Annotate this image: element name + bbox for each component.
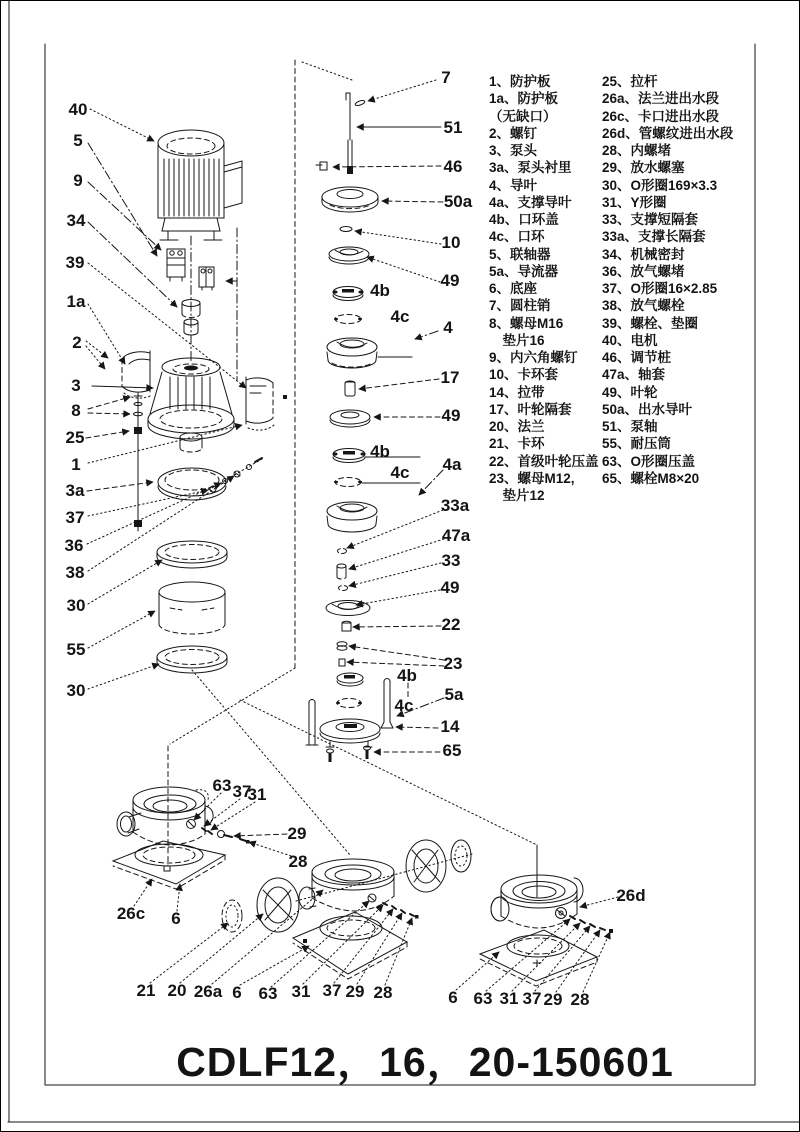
parts-list-item: 33、支撑短隔套 [602,212,699,227]
callout-28: 28 [570,990,590,1009]
pump-shaft [316,93,365,174]
callout-37: 37 [65,508,85,527]
callout-39: 39 [65,253,85,272]
callout-63: 63 [473,989,493,1008]
callout-49: 49 [440,271,460,290]
parts-list-item: 4a、支撑导叶 [489,194,572,210]
parts-list-item: 20、法兰 [489,419,545,434]
shield-plate-left [122,351,150,398]
inlet-outlet-section-26d [456,845,618,992]
parts-list-item: 1、防护板 [489,74,551,89]
parts-list-item: 1a、防护板 [489,91,559,107]
inlet-outlet-section-26c [113,746,291,911]
callout-29: 29 [287,824,307,843]
callout-6: 6 [232,983,242,1002]
callout-4b: 4b [370,442,390,461]
parts-list-item: 5、联轴器 [489,246,551,262]
tie-rod [134,393,143,531]
callout-37: 37 [522,989,542,1008]
pump-head-liner [158,458,262,500]
callout-6: 6 [448,988,458,1007]
parts-list-item: 10、卡环套 [489,367,559,383]
callout-20: 20 [167,981,187,1000]
inlet-outlet-section-26a [150,840,472,987]
parts-list-item: 33a、支撑长隔套 [602,229,706,245]
callout-17: 17 [440,368,460,387]
parts-list-item: 3a、泵头衬里 [489,160,572,176]
callout-40: 40 [68,100,88,119]
parts-list-item: 39、螺栓、垫圈 [602,315,699,331]
callout-28: 28 [288,852,308,871]
parts-list-item: 垫片12 [489,488,545,503]
callout-5: 5 [73,131,83,150]
callout-4b: 4b [397,666,417,685]
parts-list-item: 49、叶轮 [602,384,658,400]
o-ring-top [157,541,227,568]
parts-list-item: 8、螺母M16 [489,315,564,331]
callout-31: 31 [247,785,267,804]
callout-51: 51 [443,118,463,137]
callout-22: 22 [441,615,461,634]
callout-2: 2 [72,333,82,352]
callout-8: 8 [71,401,81,420]
parts-list-item: 4b、口环盖 [489,212,559,227]
parts-list-item: 29、放水螺塞 [602,160,685,176]
parts-list-item: 36、放气螺堵 [602,263,685,279]
callout-49: 49 [441,406,461,425]
callout-36: 36 [64,536,84,555]
callout-47a: 47a [441,526,471,545]
callout-29: 29 [543,990,563,1009]
parts-list-item: 21、卡环 [489,436,545,452]
parts-list-item: 50a、出水导叶 [602,401,693,417]
parts-list-item: 5a、导流器 [489,263,559,279]
parts-list-item: 40、电机 [602,332,658,348]
callout-34: 34 [66,211,86,230]
parts-list-item: 7、圆柱销 [489,298,551,314]
callout-30: 30 [66,596,86,615]
callout-4c: 4c [394,696,414,715]
parts-list-item: 17、叶轮隔套 [489,401,572,417]
callout-33: 33 [441,551,461,570]
callout-37: 37 [322,981,342,1000]
callout-26c: 26c [116,904,146,923]
callout-31: 31 [499,989,519,1008]
parts-list-item: 4、导叶 [489,177,538,193]
o-ring-bottom [157,646,227,673]
callout-28: 28 [373,983,393,1002]
parts-list-item: 2、螺钉 [489,125,538,141]
callout-55: 55 [66,640,86,659]
callout-29: 29 [345,982,365,1001]
parts-list-item: （无缺口） [489,108,557,124]
callout-6: 6 [171,909,181,928]
callout-23: 23 [443,654,463,673]
parts-list-item: 63、O形圈压盖 [602,453,696,469]
parts-list-item: 14、拉带 [489,384,545,400]
parts-list-item: 6、底座 [489,281,538,296]
parts-list-item: 4c、口环 [489,229,545,245]
callout-30: 30 [66,681,86,700]
callout-10: 10 [441,233,461,252]
parts-list-item: 55、耐压筒 [602,436,672,452]
callout-26d: 26d [616,886,646,905]
parts-list-item: 23、螺母M12, [489,470,575,486]
callout-33a: 33a [440,496,470,515]
callout-46: 46 [443,157,463,176]
callout-1a: 1a [66,292,86,311]
parts-list-item: 37、O形圈16×2.85 [602,281,718,296]
callout-4c: 4c [390,463,410,482]
parts-list-item: 28、内螺堵 [602,143,672,158]
callout-4a: 4a [442,455,462,474]
callout-21: 21 [136,981,156,1000]
parts-list-item: 46、调节桩 [602,350,672,365]
parts-list-item: 垫片16 [489,332,545,348]
callout-4c: 4c [390,307,410,326]
parts-list-item: 9、内六角螺钉 [489,350,578,365]
axis-lines [170,60,537,855]
parts-list-item: 38、放气螺栓 [602,298,685,314]
callout-7: 7 [441,68,451,87]
parts-list-item: 65、螺栓M8×20 [602,470,700,486]
callout-50a: 50a [443,192,473,211]
callout-14: 14 [440,717,460,736]
callout-37: 37 [232,782,252,801]
parts-list-item: 22、首级叶轮压盖 [489,453,599,469]
callout-31: 31 [291,982,311,1001]
pump-head [148,358,234,452]
parts-list-item: 51、泵轴 [602,419,658,434]
shield-plate-right [246,377,287,430]
callout-1: 1 [71,455,81,474]
parts-list-column-right [602,73,733,487]
parts-list-column-left [489,73,599,504]
callout-49: 49 [440,578,460,597]
callout-25: 25 [65,428,85,447]
drawing-title: CDLF12，16，20-150601 [176,1039,674,1085]
parts-list-item: 25、拉杆 [602,74,658,89]
callout-4b: 4b [370,281,390,300]
callout-3a: 3a [65,481,85,500]
parts-list-item: 47a、轴套 [602,367,666,383]
callout-4: 4 [443,318,453,337]
callout-26a: 26a [193,982,223,1001]
parts-list-item: 34、机械密封 [602,246,685,262]
callout-5a: 5a [444,685,464,704]
parts-list-item: 31、Y形圈 [602,194,667,210]
motor [158,130,242,240]
parts-list-item: 26c、卡口进出水段 [602,108,720,124]
callout-38: 38 [65,563,85,582]
callout-9: 9 [73,171,83,190]
parts-list-item: 30、O形圈169×3.3 [602,177,718,193]
callout-63: 63 [212,776,232,795]
parts-list-item: 26a、法兰进出水段 [602,91,720,107]
callout-3: 3 [71,376,81,395]
parts-list-item: 26d、管螺纹进出水段 [602,125,734,141]
callout-63: 63 [258,984,278,1003]
parts-list-item: 3、泵头 [489,143,538,158]
pressure-cylinder [159,582,225,634]
callout-65: 65 [442,741,462,760]
